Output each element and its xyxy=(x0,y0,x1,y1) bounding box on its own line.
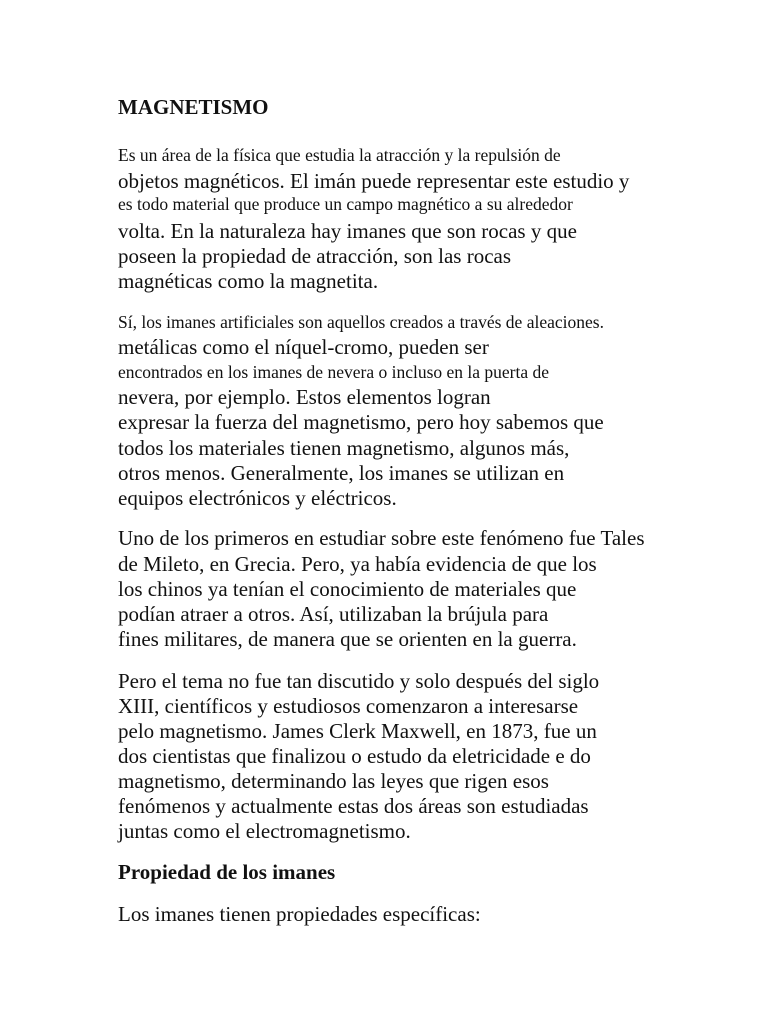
paragraph-line: otros menos. Generalmente, los imanes se utilizan en xyxy=(118,461,565,485)
paragraph-line: pelo magnetismo. James Clerk Maxwell, en 1873, fue un xyxy=(118,719,597,743)
paragraph-line: fines militares, de manera que se orienten en la guerra. xyxy=(118,627,577,651)
section-heading: Propiedad de los imanes xyxy=(118,860,336,884)
document-title: MAGNETISMO xyxy=(118,95,269,119)
paragraph-line: de Mileto, en Grecia. Pero, ya había evidencia de que los xyxy=(118,552,597,576)
paragraph-line: Uno de los primeros en estudiar sobre este fenómeno fue Tales xyxy=(118,526,645,550)
paragraph-line: volta. En la naturaleza hay imanes que son rocas y que xyxy=(118,219,577,243)
paragraph-line: los chinos ya tenían el conocimiento de materiales que xyxy=(118,577,577,601)
paragraph-line: nevera, por ejemplo. Estos elementos logran xyxy=(118,385,491,409)
paragraph-line: dos cientistas que finalizou o estudo da eletricidade e do xyxy=(118,744,591,768)
paragraph-line: Es un área de la física que estudia la atracción y la repulsión de xyxy=(118,145,561,165)
paragraph-line: encontrados en los imanes de nevera o incluso en la puerta de xyxy=(118,362,550,382)
paragraph-line: magnéticas como la magnetita. xyxy=(118,269,379,293)
paragraph-line: todos los materiales tienen magnetismo, algunos más, xyxy=(118,436,570,460)
paragraph-line: metálicas como el níquel-cromo, pueden ser xyxy=(118,335,489,359)
paragraph-line: Sí, los imanes artificiales son aquellos creados a través de aleaciones. xyxy=(118,312,604,332)
paragraph-line: juntas como el electromagnetismo. xyxy=(118,819,411,843)
paragraph-line: poseen la propiedad de atracción, son las rocas xyxy=(118,244,512,268)
paragraph-line: objetos magnéticos. El imán puede representar este estudio y xyxy=(118,169,630,193)
paragraph-line: podían atraer a otros. Así, utilizaban la brújula para xyxy=(118,602,549,626)
paragraph-line: fenómenos y actualmente estas dos áreas son estudiadas xyxy=(118,794,589,818)
paragraph-line: Los imanes tienen propiedades específicas: xyxy=(118,902,481,926)
paragraph-line: equipos electrónicos y eléctricos. xyxy=(118,486,397,510)
paragraph-line: XIII, científicos y estudiosos comenzaron a interesarse xyxy=(118,694,579,718)
paragraph-line: expresar la fuerza del magnetismo, pero hoy sabemos que xyxy=(118,410,604,434)
paragraph-line: es todo material que produce un campo magnético a su alrededor xyxy=(118,194,573,214)
paragraph-line: magnetismo, determinando las leyes que rigen esos xyxy=(118,769,549,793)
paragraph-line: Pero el tema no fue tan discutido y solo después del siglo xyxy=(118,669,600,693)
